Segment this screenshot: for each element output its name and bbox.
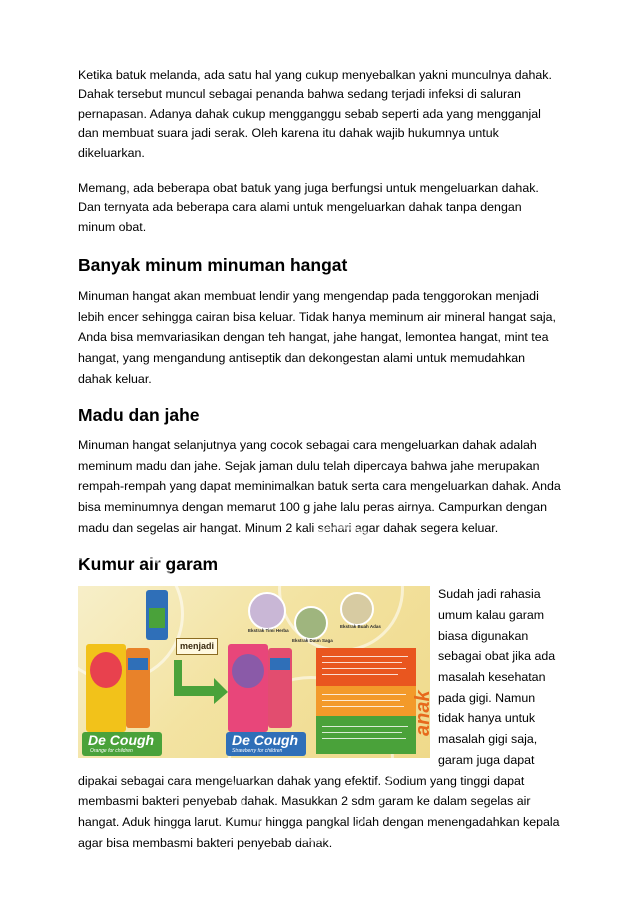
label-saga: Ekstrak Daun Saga: [292, 638, 333, 644]
heading-madu-jahe: Madu dan jahe: [78, 405, 200, 426]
paragraph-minuman-hangat: Minuman hangat akan membuat lendir yang mengendap pada tenggorokan menjadi lebih encer sehingga cairan bisa keluar. Tidak hanya meminum air mineral hangat saja, Anda bisa memvariasikan dengan teh hangat, jahe hangat, lemontea hangat, mint tea hangat, yang mengandung antiseptik dan dekongestan alami untuk memudahkan dahak keluar.: [78, 289, 556, 386]
paragraph-madu-jahe: Minuman hangat selanjutnya yang cocok sebagai cara mengeluarkan dahak adalah meminum madu dan jahe. Sejak jaman dulu telah dipercaya bahwa jahe merupakan rempah-rempah yang dapat meminimalkan batuk serta cara mengeluarkan dahak. Anda bisa meminumnya dengan memarut 100 g jahe lalu peras airnya. Campurkan dengan madu dan segelas air hangat. Minum 2 kali sehari agar dahak segera keluar.: [78, 438, 561, 535]
label-adas: Ekstrak Buah Adas: [340, 624, 381, 630]
paragraph-obat: Memang, ada beberapa obat batuk yang juga berfungsi untuk mengeluarkan dahak. Dan ternyata ada beberapa cara alami untuk mengeluarkan dahak tanpa dengan minum obat.: [78, 181, 539, 234]
decough-strawberry-box: [228, 644, 268, 732]
herb-timi-image: [248, 592, 286, 630]
paragraph-intro: Ketika batuk melanda, ada satu hal yang cukup menyebalkan yakni munculnya dahak. Dahak tersebut muncul sebagai penanda bahwa sedang terjadi infeksi di saluran pernapasan. Adanya dahak cukup mengganggu sebab seperti ada yang mengganjal dan membuat suara jadi serak. Oleh karena itu dahak wajib hukumnya untuk dikeluarkan.: [78, 68, 552, 160]
decough-orange-bottle: [126, 648, 150, 728]
decough-orange-box: [86, 644, 126, 732]
decough-strawberry-bottle: [268, 648, 292, 728]
heading-kumur-garam: Kumur air garam: [78, 554, 219, 575]
brand-left: De Cough: [88, 732, 155, 749]
anak-label: anak: [412, 690, 434, 737]
herb-saga-image: [294, 606, 328, 640]
herb-adas-image: [340, 592, 374, 626]
top-bottle: [146, 590, 168, 640]
kumur-section: [78, 584, 562, 853]
paragraph-kumur-garam: Sudah jadi rahasia umum kalau garam biasa digunakan sebagai obat jika ada masalah kesehatan pada gigi. Namun tidak hanya untuk masalah gigi saja, garam juga dapat dipakai sebagai cara mengeluarkan dahak yang efektif. Sodium yang tinggi dapat membasmi bakteri penyebab dahak. Masukkan 2 sdm garam ke dalam segelas air hangat. Aduk hingga larut. Kumur hingga pangkal lidah dengan menengadahkan kepala agar bisa membasmi bakteri penyebab dahak.: [78, 587, 560, 850]
label-timi: Ekstrak Timi Herba: [248, 628, 289, 634]
heading-minuman-hangat: Banyak minum minuman hangat: [78, 255, 348, 276]
sub-right: Strawberry for children: [232, 748, 283, 755]
sub-left: Orange for children: [90, 748, 133, 755]
brand-right: De Cough: [232, 732, 299, 749]
document-page: [78, 66, 562, 853]
menjadi-label: menjadi: [176, 638, 218, 655]
arrow-icon: [174, 656, 234, 706]
decough-ad-image: [78, 586, 434, 758]
